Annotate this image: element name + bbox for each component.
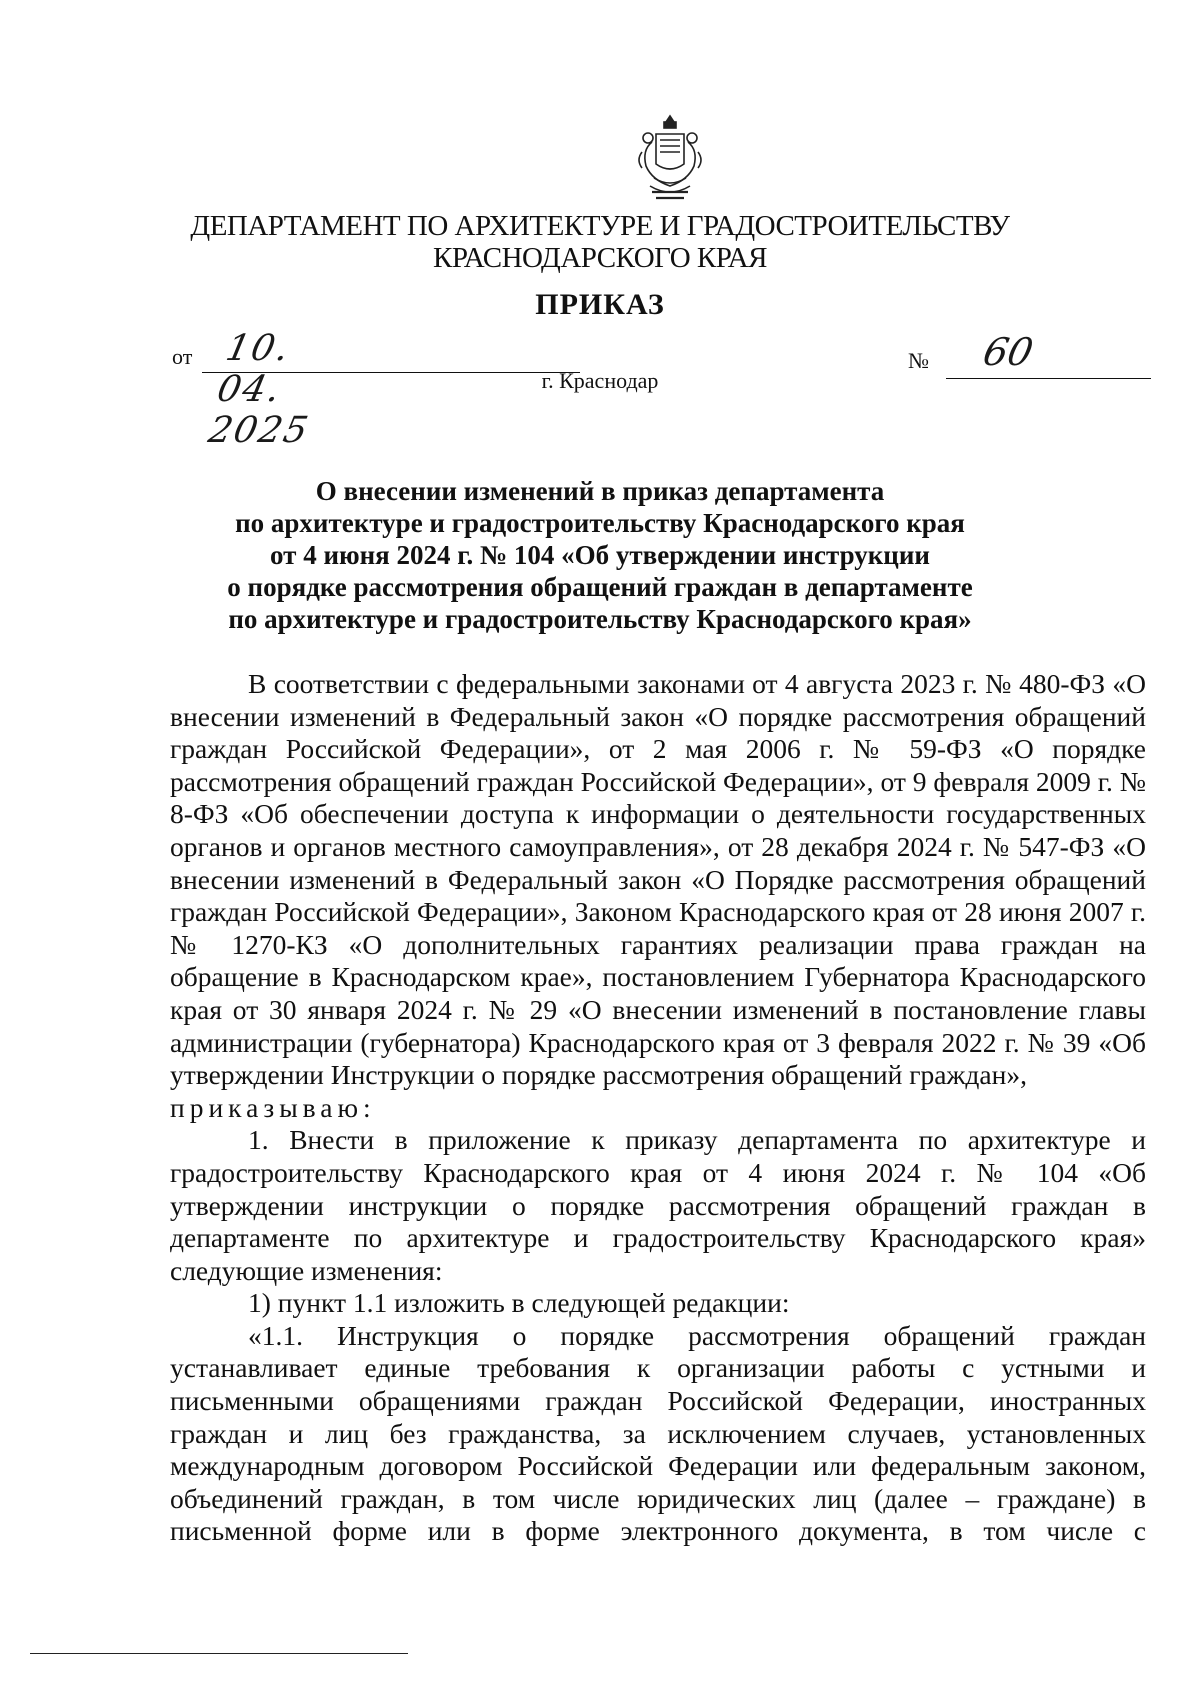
document-type: ПРИКАЗ — [535, 288, 665, 321]
city: г. Краснодар — [541, 368, 659, 393]
department-name-line1: ДЕПАРТАМЕНТ ПО АРХИТЕКТУРЕ И ГРАДОСТРОИТЕЛЬСТВУ — [190, 210, 1010, 242]
paragraph-item-1: 1. Внести в приложение к приказу департамента по архитектуре и градостроительству Краснодарского края от 4 июня 2024 г. № 104 «Об утверждении инструкции о порядке рассмотрения обращений граждан в департаменте по архитектуре и градостроительству Краснодарского края» следующие изменения: — [170, 1124, 1146, 1286]
coat-of-arms-icon — [630, 112, 710, 204]
paragraph-prikazyvayu: приказываю: — [170, 1091, 376, 1123]
number-prefix: № — [908, 348, 929, 373]
title-line: по архитектуре и градостроительству Краснодарского края» — [228, 604, 972, 634]
paragraph-preamble: В соответствии с федеральными законами от 4 августа 2023 г. № 480-ФЗ «О внесении изменений в Федеральный закон «О порядке рассмотрения обращений граждан Российской Федерации», от 2 мая 2006 г. № 59-ФЗ «О порядке рассмотрения обращений граждан Российской Федерации», от 9 февраля 2009 г. № 8-ФЗ «Об обеспечении доступа к информации о деятельности государственных органов и органов местного самоуправления», от 28 декабря 2024 г. № 547-ФЗ «О внесении изменений в Федеральный закон «О Порядке рассмотрения обращений граждан Российской Федерации», Законом Краснодарского края от 28 июня 2007 г. № 1270-КЗ «О дополнительных гарантиях реализации права граждан на обращение в Краснодарском крае», постановлением Губернатора Краснодарского края от 30 января 2024 г. № 29 «О внесении изменений в постановление главы администрации (губернатора) Краснодарского края от 3 февраля 2022 г. № 39 «Об утверждении Инструкции о порядке рассмотрения обращений граждан», — [170, 668, 1146, 1091]
document-body — [170, 668, 1146, 1548]
number-handwritten: 60 — [979, 330, 1038, 374]
footnote-separator — [30, 1653, 408, 1654]
department-name-line2: КРАСНОДАРСКОГО КРАЯ — [433, 242, 767, 274]
document-title — [150, 475, 1050, 635]
title-line: О внесении изменений в приказ департамента — [315, 476, 885, 506]
date-handwritten: 10. 04. 2025 — [204, 328, 314, 451]
paragraph-clause-1-1: «1.1. Инструкция о порядке рассмотрения обращений граждан устанавливает единые требования к организации работы с устными и письменными обращениями граждан Российской Федерации, иностранных граждан и лиц без гражданства, за исключением случаев, установленных международным договором Российской Федерации или федеральным законом, объединений граждан, в том числе юридических лиц (далее – граждане) в письменной форме или в форме электронного документа, в том числе с — [170, 1319, 1146, 1547]
date-prefix: от — [172, 344, 193, 369]
title-line: о порядке рассмотрения обращений граждан в департаменте — [227, 572, 973, 602]
title-line: от 4 июня 2024 г. № 104 «Об утверждении инструкции — [270, 540, 930, 570]
paragraph-subitem-1: 1) пункт 1.1 изложить в следующей редакции: — [248, 1287, 790, 1319]
title-line: по архитектуре и градостроительству Краснодарского края — [235, 508, 965, 538]
